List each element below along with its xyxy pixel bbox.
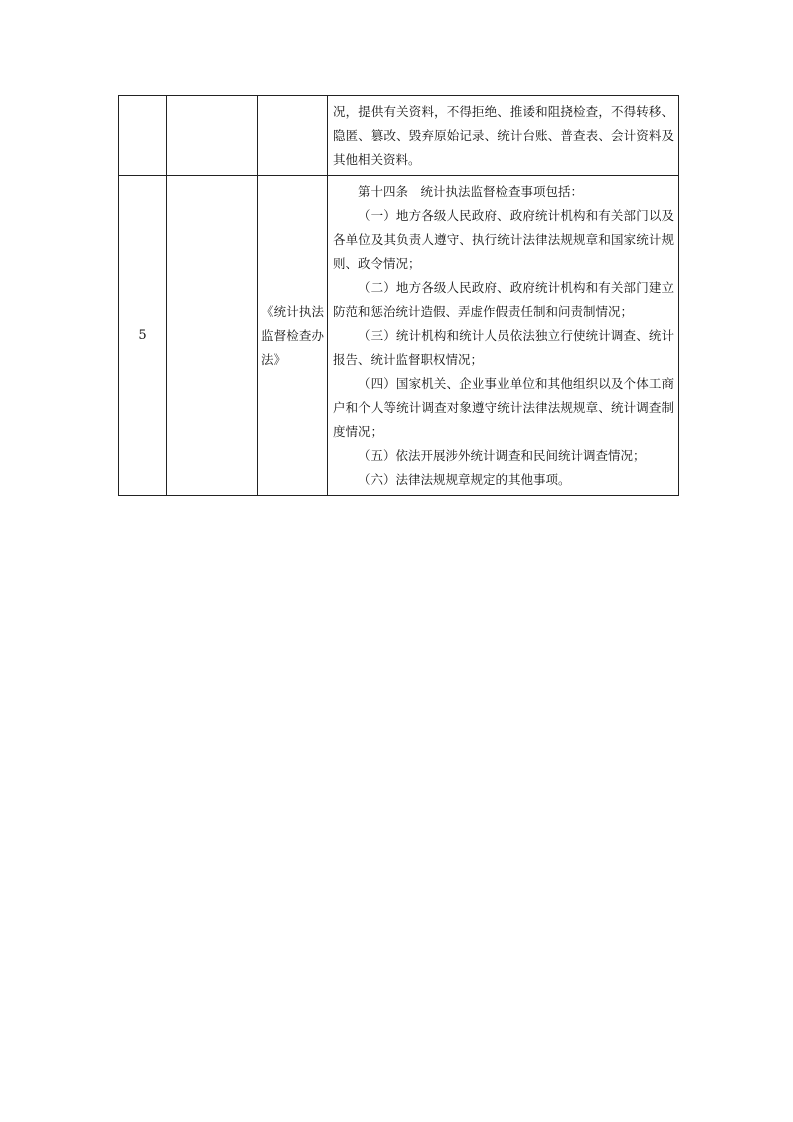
article-item: （三）统计机构和统计人员依法独立行使统计调查、统计报告、统计监督职权情况； [333, 328, 674, 367]
row-number-cell [119, 96, 167, 176]
article-content-cell [328, 96, 679, 176]
article-item: （四）国家机关、企业事业单位和其他组织以及个体工商户和个人等统计调查对象遵守统计法律法规规章、统计调查制度情况； [333, 376, 674, 439]
article-content-cell [328, 176, 679, 496]
law-name-cell: 《统计执法监督检查办法》 [258, 176, 328, 496]
category-cell [167, 176, 258, 496]
table-row [119, 96, 679, 176]
article-item: （五）依法开展涉外统计调查和民间统计调查情况； [358, 448, 646, 463]
law-name-cell [258, 96, 328, 176]
article-heading: 第十四条 统计执法监督检查事项包括： [358, 184, 584, 199]
regulation-table [118, 95, 679, 496]
row-number-cell: 5 [119, 176, 167, 496]
table-row [119, 176, 679, 496]
article-paragraph: 况，提供有关资料，不得拒绝、推诿和阻挠检查，不得转移、隐匿、篡改、毁弃原始记录、统计台账、普查表、会计资料及其他相关资料。 [333, 104, 674, 167]
category-cell [167, 96, 258, 176]
article-item: （二）地方各级人民政府、政府统计机构和有关部门建立防范和惩治统计造假、弄虚作假责任制和问责制情况； [333, 280, 674, 319]
article-item: （一）地方各级人民政府、政府统计机构和有关部门以及各单位及其负责人遵守、执行统计法律法规规章和国家统计规则、政令情况； [333, 208, 674, 271]
article-item: （六）法律法规规章规定的其他事项。 [358, 472, 571, 487]
